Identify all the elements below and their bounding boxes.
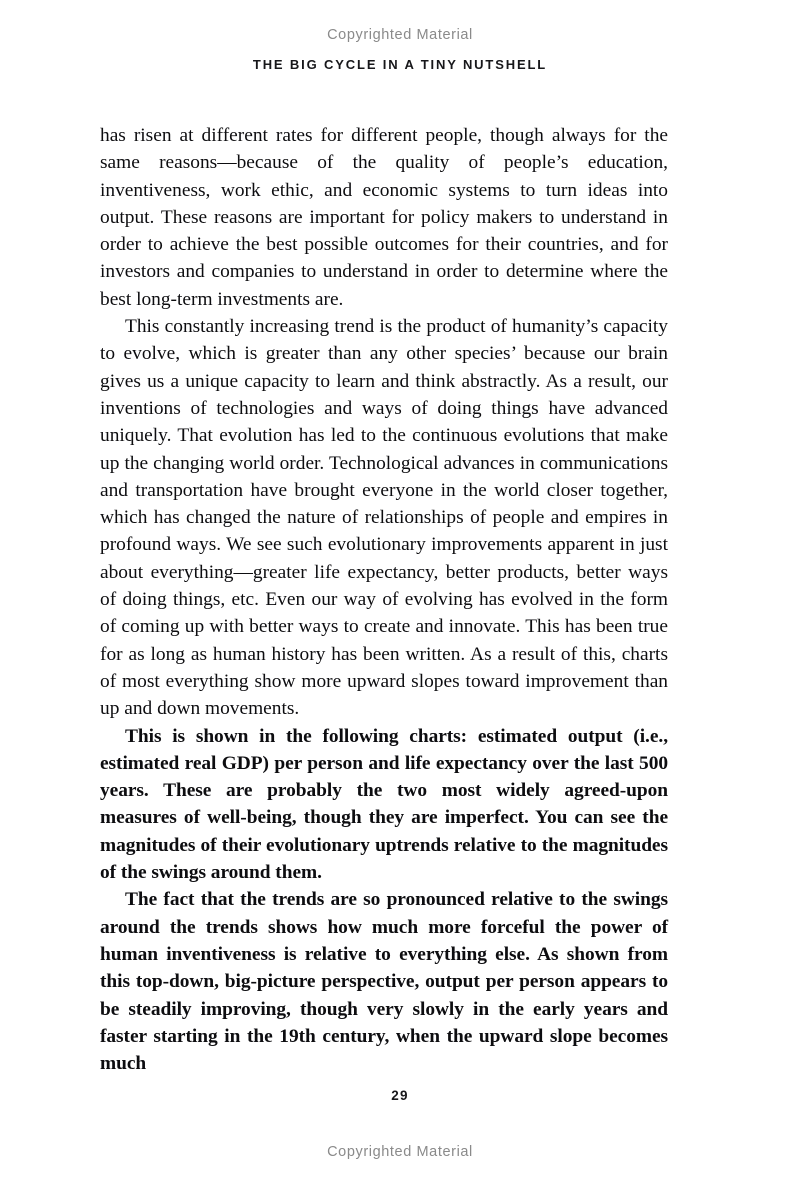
paragraph-2: This constantly increasing trend is the product of humanity’s capacity to evolve, which is greater than any other species’ because our brain gives us a unique capacity to learn and think abstractly. As a result, our inventions of technologies and ways of doing things have advanced uniquely. That evolution has led to the continuous evolutions that make up the changing world order. Technological advances in communications and transportation have brought everyone in the world closer together, which has changed the nature of relationships of people and empires in profound ways. We see such evolutionary improvements apparent in just about everything—greater life expectancy, better products, better ways of doing things, etc. Even our way of evolving has evolved in the form of coming up with better ways to create and innovate. This has been true for as long as human history has been written. As a result of this, charts of most everything show more upward slopes toward improvement than up and down movements. xyxy=(100,316,668,720)
paragraph-1: has risen at different rates for different people, though always for the same reasons—because of the quality of people’s education, inventiveness, work ethic, and economic systems to turn ideas into output. These reasons are important for policy makers to understand in order to achieve the best possible outcomes for their countries, and for investors and companies to understand in order to determine where the best long-term investments are. xyxy=(100,125,668,310)
running-head-chapter-title: THE BIG CYCLE IN A TINY NUTSHELL xyxy=(252,57,548,72)
page-number: 29 xyxy=(391,1088,409,1103)
copyright-watermark-top: Copyrighted Material xyxy=(327,27,473,43)
paragraph-3: This is shown in the following charts: estimated output (i.e., estimated real GDP) per person and life expectancy over the last 500 years. These are probably the two most widely agreed-upon measures of well-being, though they are imperfect. You can see the magnitudes of their evolutionary uptrends relative to the magnitudes of the swings around them. xyxy=(100,725,668,884)
paragraph-4: The fact that the trends are so pronounced relative to the swings around the trends shows how much more forceful the power of human inventiveness is relative to everything else. As shown from this top-down, big-picture perspective, output per person appears to be steadily improving, though very slowly in the early years and faster starting in the 19th century, when the upward slope becomes much xyxy=(100,889,668,1075)
body-text-column xyxy=(100,122,668,1077)
copyright-watermark-bottom: Copyrighted Material xyxy=(327,1144,473,1160)
